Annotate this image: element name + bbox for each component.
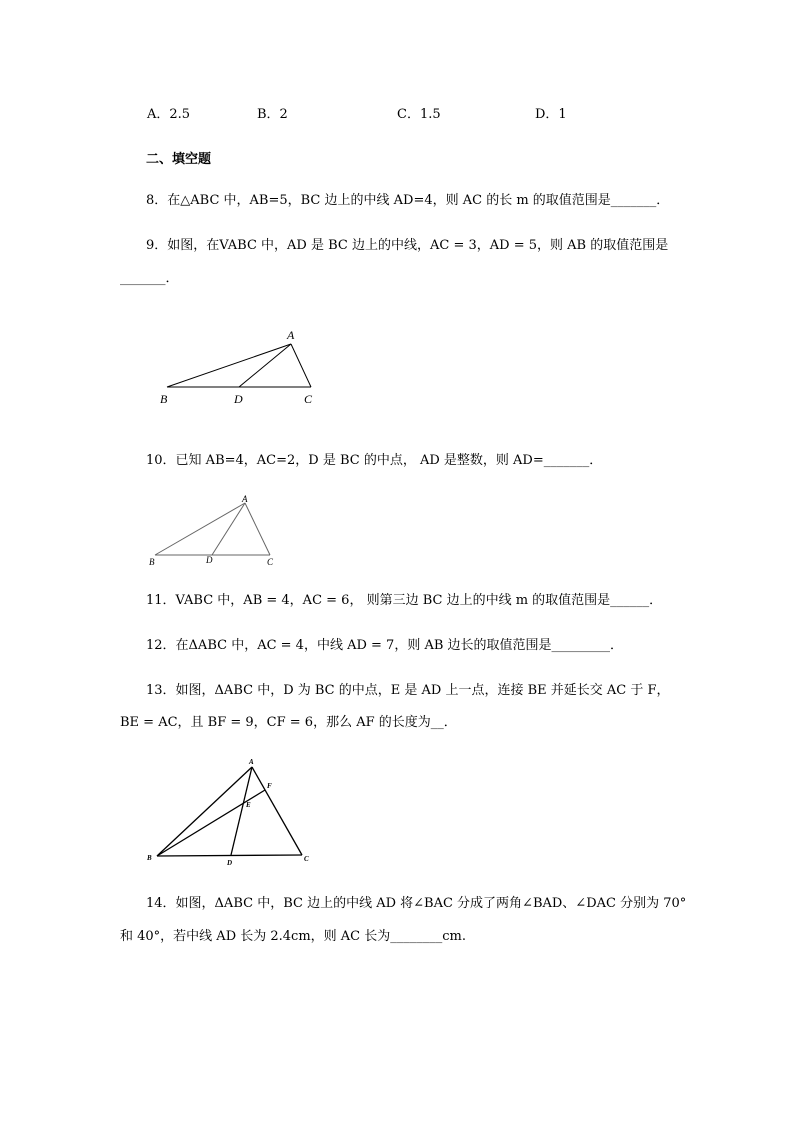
fig13-label-d: D: [227, 859, 233, 867]
section-title: 二、填空题: [146, 152, 212, 167]
fig9-label-c: C: [304, 392, 313, 406]
question-10: 10．已知 AB=4，AC=2，D 是 BC 的中点， AD 是整数，则 AD=_______．: [146, 453, 603, 468]
question-9-line1: 9．如图，在VABC 中，AD 是 BC 边上的中线，AC = 3，AD = 5，则 AB 的取值范围是: [146, 238, 669, 253]
question-14-line1: 14．如图，ΔABC 中，BC 边上的中线 AD 将∠BAC 分成了两角∠BAD、∠DAC 分别为 70°: [146, 896, 687, 911]
fig13-label-e: E: [246, 801, 251, 809]
question-13-line2: BE = AC，且 BF = 9，CF = 6，那么 AF 的长度为__．: [120, 715, 457, 730]
fig10-median-ad: [212, 503, 245, 555]
fig10-label-d: D: [206, 555, 213, 565]
fig13-side-bc: [157, 855, 302, 856]
fig10-side-ab: [155, 503, 245, 555]
fig9-label-d: D: [234, 392, 243, 406]
fig13-median-ad: [231, 767, 252, 855]
question-11: 11．VABC 中，AB = 4，AC = 6， 则第三边 BC 边上的中线 m 的取值范围是______．: [146, 593, 663, 608]
fig9-label-b: B: [160, 392, 168, 406]
choice-b: B．2: [257, 107, 288, 122]
question-8: 8．在△ABC 中，AB=5，BC 边上的中线 AD=4，则 AC 的长 m 的取值范围是_______．: [146, 193, 670, 208]
fig9-side-ab: [167, 344, 291, 387]
question-13-line1: 13．如图，ΔABC 中，D 为 BC 的中点，E 是 AD 上一点，连接 BE 并延长交 AC 于 F，: [146, 683, 670, 698]
fig10-label-b: B: [149, 557, 155, 567]
fig13-side-ab: [157, 767, 252, 856]
figure-13: [145, 755, 320, 874]
figure-10: [145, 492, 285, 576]
fig13-label-f: F: [267, 782, 272, 790]
question-9-line2: _______．: [120, 271, 179, 286]
fig13-segment-bf: [157, 790, 265, 856]
fig9-side-ac: [291, 344, 311, 387]
fig13-label-b: B: [147, 854, 152, 862]
choice-d: D．1: [535, 107, 567, 122]
fig10-label-a: A: [242, 494, 248, 504]
fig13-label-a: A: [249, 758, 254, 766]
fig13-label-c: C: [304, 855, 309, 863]
fig9-median-ad: [239, 344, 291, 387]
fig10-label-c: C: [267, 557, 274, 567]
choice-c: C．1.5: [397, 107, 441, 122]
question-14-line2: 和 40°，若中线 AD 长为 2.4cm，则 AC 长为________cm.: [120, 929, 467, 944]
fig13-side-ac: [252, 767, 302, 855]
figure-9: [150, 325, 330, 414]
question-12: 12．在ΔABC 中，AC = 4，中线 AD = 7，则 AB 边长的取值范围是_________．: [146, 638, 624, 653]
fig9-label-a: A: [287, 328, 295, 342]
choice-a: A．2.5: [147, 107, 191, 122]
fig10-side-ac: [245, 503, 270, 555]
